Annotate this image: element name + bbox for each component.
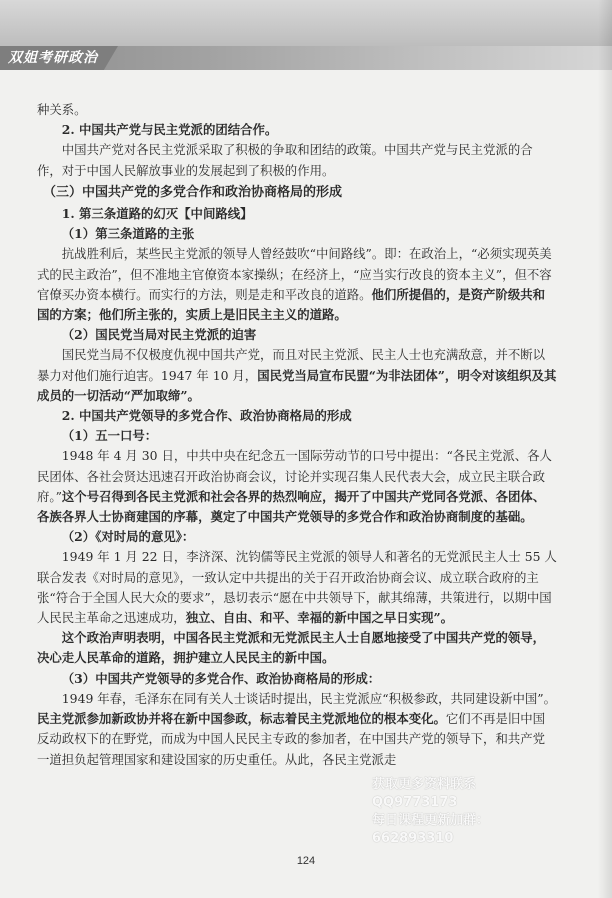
subheading: （1）五一口号： (61, 428, 158, 444)
emphasis-text: 独立、自由、和平、幸福的新中国之早日实现”。 (185, 610, 454, 626)
paragraph: 中国共产党对各民主党派采取了积极的争取和团结的政策。中国共产党与民主党派的合作，对于中国人民解放事业的发展起到了积极的作用。 (37, 142, 533, 178)
paragraph-text: 抗战胜利后，某些民主党派的领导人曾经鼓吹“中间路线”。即：在政治上，“必须实现英美式的民主政治”，但不准地主官僚资本家操纵；在经济上，“应当实行改良的资本主义”，但不容官僚买办资本横行。而实行的方法，则是走和平改良的道路。 (37, 246, 552, 302)
subheading: （1）第三条道路的主张 (61, 226, 195, 242)
subheading: 2. 中国共产党领导的多党合作、政治协商格局的形成 (61, 408, 352, 424)
subheading: （3）中国共产党领导的多党合作、政治协商格局的形成： (61, 670, 381, 686)
header-title: 双姐考研政治 (8, 50, 98, 66)
subheading: 1. 第三条道路的幻灭【中间路线】 (61, 206, 253, 222)
subheading: 2. 中国共产党与民主党派的团结合作。 (61, 122, 278, 138)
subheading: （2）《对时局的意见》： (61, 529, 195, 545)
paragraph (37, 547, 557, 628)
page-content (37, 100, 557, 770)
paragraph-text: 1949 年春，毛泽东在同有关人士谈话时提出，民主党派应“积极参政，共同建设新中国”。 (61, 690, 556, 706)
paragraph-text: 1949 年 1 月 22 日，李济深、沈钧儒等民主党派的领导人和著名的无党派民主人士 55 人联合发表《对时局的意见》，一致认定中共提出的关于召开政治协商会议、成立联合政府的主张“符合于全国人民大众的要求”，恳切表示“愿在中共领导下，献其绵薄，共策进行，以期中国人民民主革命之迅速成功， (37, 549, 557, 626)
page-number: 124 (296, 855, 316, 867)
watermark (372, 776, 542, 848)
emphasis-text: 民主党派参加新政协并将在新中国参政，标志着民主党派地位的根本变化。 (37, 711, 446, 727)
subheading: （2）国民党当局对民主党派的迫害 (61, 327, 257, 343)
paragraph: 这个政治声明表明，中国各民主党派和无党派民主人士自愿地接受了中国共产党的领导，决心走人民革命的道路，拥护建立人民民主的新中国。 (37, 630, 546, 666)
emphasis-text: 他们所提倡的，是资产阶级共和国的方案；他们所主张的，实质上是旧民主主义的道路。 (37, 286, 546, 323)
watermark-line: 每日课程更新加群：662893310 (372, 813, 490, 846)
paragraph (37, 244, 557, 325)
section-heading: （三）中国共产党的多党合作和政治协商格局的形成 (43, 184, 343, 200)
top-scan-border (0, 0, 612, 46)
paragraph (37, 689, 557, 770)
paragraph: 种关系。 (37, 102, 87, 117)
paragraph (37, 446, 557, 527)
paragraph-text: 国民党当局不仅极度仇视中国共产党，而且对民主党派、民主人士也充满敌意，并不断以暴力对他们施行迫害。1947 年 10 月， (37, 347, 546, 383)
paragraph-text: 它们不再是旧中国反动政权下的在野党，而成为中国人民民主专政的参加者，在中国共产党的领导下，和共产党一道担负起管理国家和建设国家的历史重任。从此，各民主党派走 (37, 711, 546, 767)
page-edge-shadow (598, 0, 612, 898)
emphasis-text: 国民党当局宣布民盟“为非法团体”，明令对该组织及其成员的一切活动“严加取缔”。 (37, 367, 557, 403)
watermark-line: 获取更多资料联系QQ9773173 (372, 777, 477, 810)
paragraph-text: 1948 年 4 月 30 日，中共中央在纪念五一国际劳动节的口号中提出：“各民主党派、各人民团体、各社会贤达迅速召开政治协商会议，讨论并实现召集人民代表大会，成立民主联合政府。” (37, 448, 552, 504)
paragraph (37, 345, 557, 406)
emphasis-text: 这个号召得到各民主党派和社会各界的热烈响应，揭开了中国共产党同各党派、各团体、各族各界人士协商建国的序幕，奠定了中国共产党领导的多党合作和政治协商制度的基础。 (37, 488, 546, 525)
